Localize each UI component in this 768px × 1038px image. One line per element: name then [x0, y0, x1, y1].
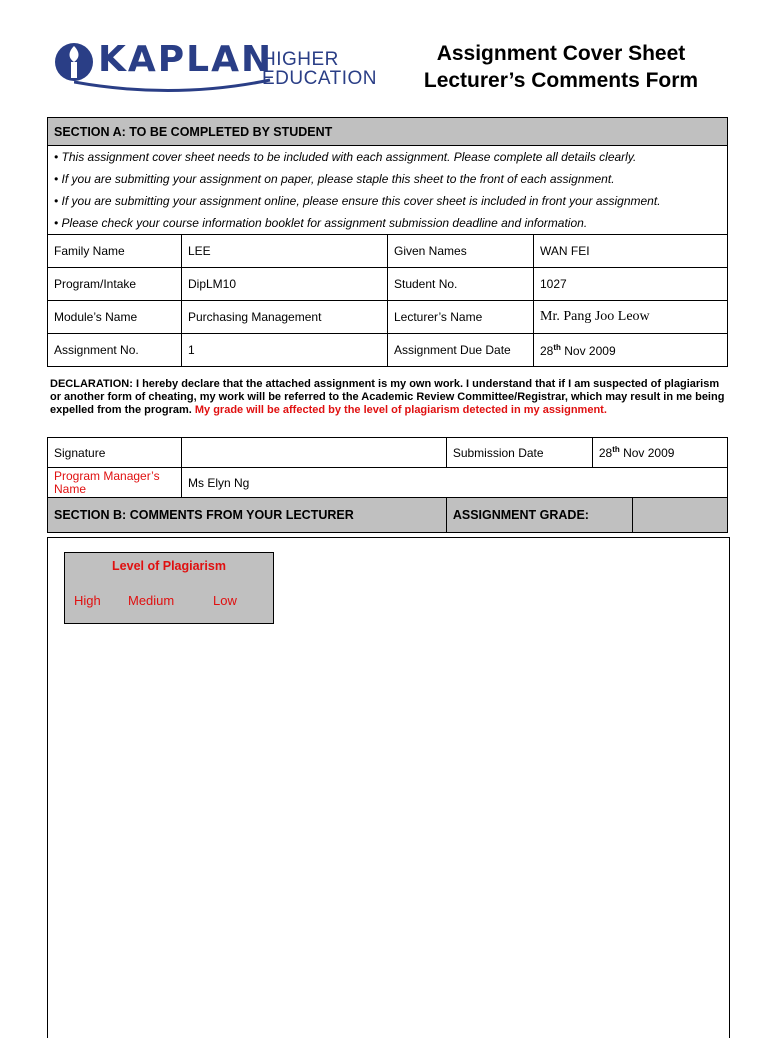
submission-suffix: th [612, 445, 620, 454]
instruction-3: • If you are submitting your assignment online, please ensure this cover sheet is included in front your assignment. [48, 190, 728, 212]
logo-wordmark: KAPLAN [98, 39, 274, 80]
section-b-table [47, 437, 728, 533]
due-date-day: 28 [540, 343, 554, 358]
section-b-heading: SECTION B: COMMENTS FROM YOUR LECTURER [48, 498, 447, 533]
program-manager-field[interactable]: Ms Elyn Ng [182, 468, 728, 498]
instruction-4: • Please check your course information booklet for assignment submission deadline and information. [48, 212, 728, 235]
assignment-no-field[interactable]: 1 [182, 334, 388, 367]
module-field[interactable]: Purchasing Management [182, 301, 388, 334]
page-title: Assignment Cover Sheet [436, 42, 686, 65]
given-names-label: Given Names [388, 235, 534, 268]
due-date-label: Assignment Due Date [388, 334, 534, 367]
signature-label: Signature [48, 438, 182, 468]
plagiarism-title: Level of Plagiarism [112, 559, 226, 573]
family-name-field[interactable]: LEE [182, 235, 388, 268]
student-no-field[interactable]: 1027 [534, 268, 728, 301]
plagiarism-option-low[interactable]: Low [213, 593, 237, 608]
family-name-label: Family Name [48, 235, 182, 268]
declaration [50, 378, 730, 417]
instruction-1: • This assignment cover sheet needs to be included with each assignment. Please complete all details clearly. [48, 146, 728, 169]
declaration-warning: My grade will be affected by the level of plagiarism detected in my assignment. [194, 404, 607, 416]
due-date-field[interactable] [534, 334, 728, 367]
plagiarism-option-medium[interactable]: Medium [128, 593, 175, 608]
assignment-grade-label: ASSIGNMENT GRADE: [446, 498, 632, 533]
program-field[interactable]: DipLM10 [182, 268, 388, 301]
submission-rest: Nov 2009 [619, 446, 675, 460]
student-no-label: Student No. [388, 268, 534, 301]
submission-day: 28 [598, 446, 613, 460]
assignment-grade-field[interactable] [633, 498, 728, 533]
program-label: Program/Intake [48, 268, 182, 301]
module-label: Module’s Name [48, 301, 182, 334]
given-names-field[interactable]: WAN FEI [534, 235, 728, 268]
submission-date-field[interactable] [592, 438, 727, 468]
signature-field[interactable] [182, 438, 447, 468]
program-manager-label: Program Manager’s Name [48, 468, 182, 498]
logo-subtitle-education: EDUCATION [262, 68, 377, 89]
due-date-rest: Nov 2009 [560, 343, 616, 358]
kaplan-logo [54, 38, 384, 100]
assignment-no-label: Assignment No. [48, 334, 182, 367]
lecturer-label: Lecturer’s Name [388, 301, 534, 334]
submission-date-label: Submission Date [446, 438, 592, 468]
section-a-table [47, 117, 728, 367]
declaration-text: DECLARATION: I hereby declare that the attached assignment is my own work. I understand that if I am suspected of plagiarism or another form of cheating, my work will be referred to the Academic Review Committee/Registrar, which may result in me being expelled from the program. [50, 378, 725, 416]
page-subtitle: Lecturer’s Comments Form [423, 69, 699, 92]
lecturer-field[interactable]: Mr. Pang Joo Leow [534, 301, 728, 334]
due-date-suffix: th [553, 342, 561, 352]
instruction-2: • If you are submitting your assignment on paper, please staple this sheet to the front of each assignment. [48, 168, 728, 190]
plagiarism-level-box [64, 552, 274, 624]
logo-swoosh-icon [74, 78, 274, 98]
logo-subtitle-higher: HIGHER [262, 49, 339, 70]
plagiarism-option-high[interactable]: High [74, 593, 101, 608]
section-a-heading: SECTION A: TO BE COMPLETED BY STUDENT [48, 118, 728, 146]
